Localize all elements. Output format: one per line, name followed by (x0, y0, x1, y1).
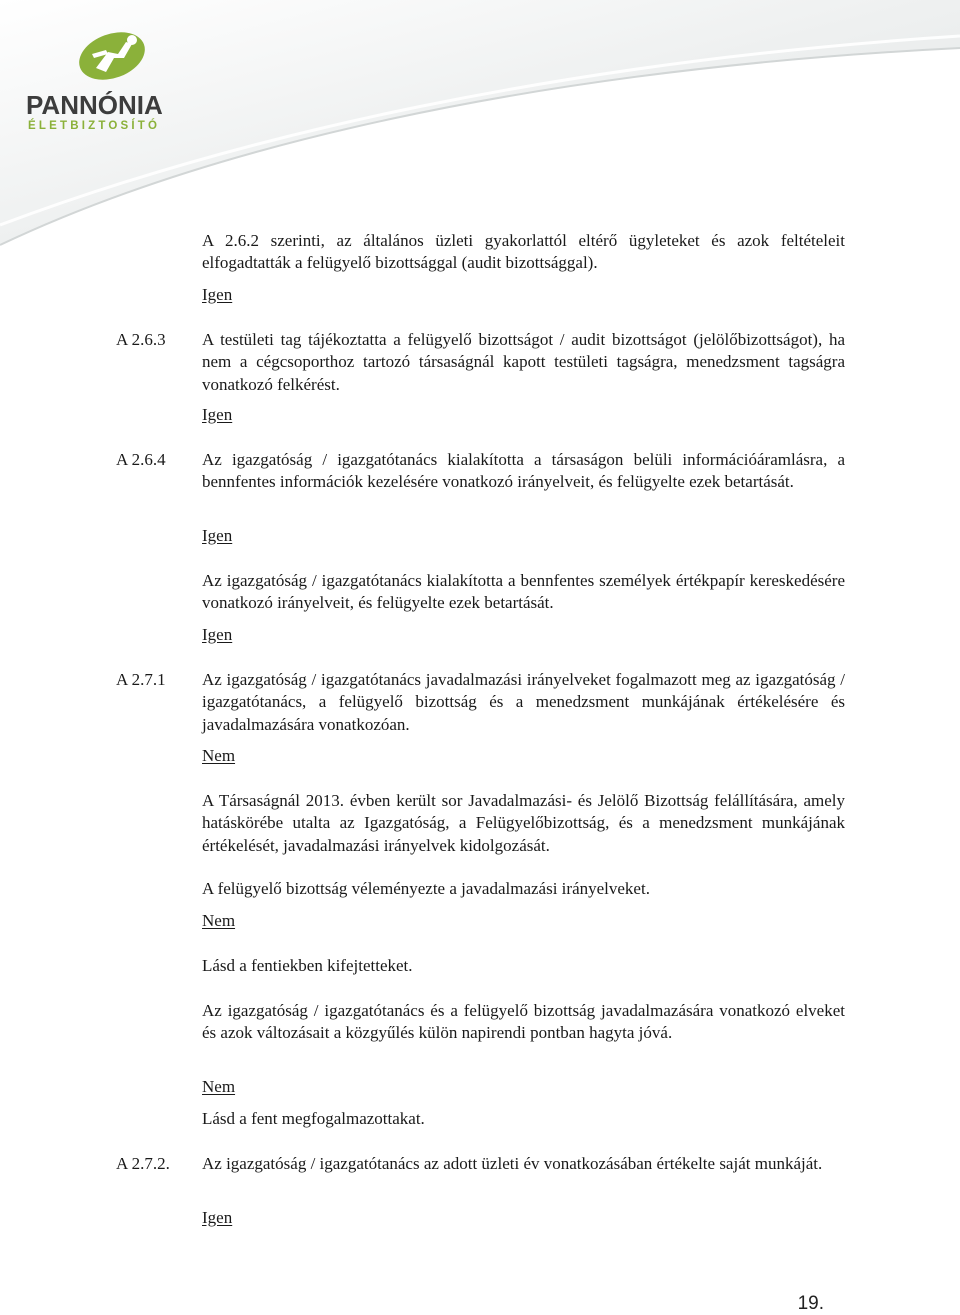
item-answer: Nem (202, 1077, 236, 1096)
item-answer: Nem (202, 746, 236, 765)
item-text: A testületi tag tájékoztatta a felügyelő bizottságot / audit bizottságot (jelölőbizottságot), ha nem a cégcsoporthoz tartozó társaságnál kapott testületi tagságra, menedzsment tagságra vonatkozó felkérést. (202, 330, 845, 394)
item-text: A felügyelő bizottság véleményezte a javadalmazási irányelveket. (202, 879, 650, 898)
item-text: Az igazgatóság / igazgatótanács kialakította a társaságon belüli információáramlásra, a bennfentes információk kezelésére vonatkozó irányelveit, és felügyelte ezek betartását. (202, 450, 845, 492)
brand-tagline: ÉLETBIZTOSÍTÓ (28, 120, 161, 132)
item-text: Lásd a fentiekben kifejtetteket. (202, 956, 413, 975)
item-answer: Igen (202, 1208, 233, 1227)
item-code: A 2.7.1 (116, 670, 166, 689)
item-code: A 2.6.4 (116, 450, 166, 469)
item-text: Az igazgatóság / igazgatótanács és a felügyelő bizottság javadalmazására vonatkozó elveket és azok változásait a közgyűlés külön napirendi pontban hagyta jóvá. (202, 1001, 845, 1043)
item-answer: Nem (202, 911, 236, 930)
item-text: A Társaságnál 2013. évben került sor Javadalmazási- és Jelölő Bizottság felállítására, amely hatáskörébe utalta az Igazgatóság, a Felügyelőbizottság, és a menedzsment munkájának értékelését, javadalmazási irányelvek kidolgozását. (202, 791, 845, 855)
item-text: Az igazgatóság / igazgatótanács javadalmazási irányelveket fogalmazott meg az igazgatóság / igazgatótanács, a felügyelő bizottság és a menedzsment munkájának értékelésére és javadalmazására vonatkozóan. (202, 670, 845, 734)
brand-name: PANNÓNIA (26, 90, 163, 120)
company-logo (26, 28, 196, 138)
item-text: Az igazgatóság / igazgatótanács az adott üzleti év vonatkozásában értékelte saját munkáját. (202, 1154, 823, 1173)
item-answer: Igen (202, 526, 233, 545)
item-text: Lásd a fent megfogalmazottakat. (202, 1109, 425, 1128)
item-text: A 2.6.2 szerinti, az általános üzleti gyakorlattól eltérő ügyleteket és azok feltételeit elfogadtatták a felügyelő bizottsággal (audit bizottsággal). (202, 231, 845, 273)
item-answer: Igen (202, 405, 233, 424)
item-code: A 2.7.2. (116, 1154, 170, 1173)
page-number: 19. (797, 1293, 824, 1314)
item-text: Az igazgatóság / igazgatótanács kialakította a bennfentes személyek értékpapír kereskedésére vonatkozó irányelveit, és felügyelte ezek betartását. (202, 571, 845, 613)
item-answer: Igen (202, 625, 233, 644)
item-answer: Igen (202, 285, 233, 304)
item-code: A 2.6.3 (116, 330, 166, 349)
runner-logo-icon (26, 28, 196, 88)
